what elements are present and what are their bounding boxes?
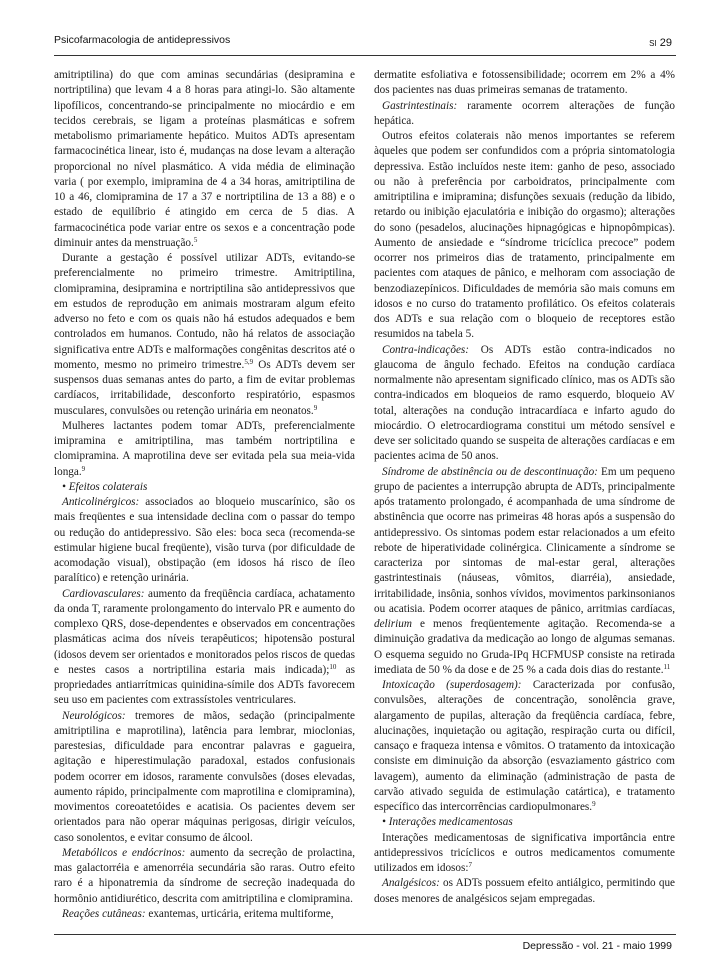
reference-superscript: 5,9 xyxy=(244,357,254,366)
body-paragraph xyxy=(374,68,675,99)
text-run: • Efeitos colaterais xyxy=(62,480,148,493)
header-rule xyxy=(54,55,676,56)
footer-citation: Depressão - vol. 21 - maio 1999 xyxy=(522,940,672,952)
reference-superscript: 5 xyxy=(193,235,198,244)
running-header-title: Psicofarmacologia de antidepressivos xyxy=(54,34,231,46)
body-paragraph xyxy=(374,99,675,130)
reference-superscript: 10 xyxy=(329,662,337,671)
italic-term: Intoxicação (superdosagem): xyxy=(382,679,522,691)
text-run: Os ADTs devem ser suspensos duas semanas antes do parto, a fim de evitar problemas cardíacos, irritabilidade, desconforto respiratório, espasmos musculares, convulsões ou retenção urinária em neonatos. xyxy=(54,358,355,417)
reference-superscript: 9 xyxy=(313,403,318,412)
body-paragraph xyxy=(374,343,675,465)
body-paragraph xyxy=(54,419,355,480)
text-run: as propriedades antiarrítmicas quinidina-símile dos ADTs favorecem seu uso em pacientes com extrassístoles ventriculares. xyxy=(54,663,355,707)
text-run: Em um pequeno grupo de pacientes a interrupção abrupta de ADTs, principalmente após tratamento prolongado, é acompanhada de uma síndrome de abstinência que ocorre nas primeiras 48 horas após a suspensão do antidepressivo. Os sintomas podem estar relacionados a um efeito rebote de hiperatividade colinérgica. Clinicamente a síndrome se caracteriza por sintomas de mal-estar geral, alterações gastrintestinais (náuseas, vômitos, diarréia), ansiedade, irritabilidade, insônia, sonhos vívidos, movimentos parkinsonianos ou acatisia. Podem ocorrer ataques de pânico, arritmias cardíacas, xyxy=(374,465,676,615)
text-run: os ADTs possuem efeito antiálgico, permitindo que doses menores de analgésicos sejam empregadas. xyxy=(374,877,675,905)
body-paragraph xyxy=(54,251,355,419)
body-paragraph xyxy=(374,678,675,815)
italic-term: Cardiovasculares: xyxy=(62,587,145,600)
page-prefix: SI xyxy=(649,39,657,48)
text-run: aumento da secreção de prolactina, mas galactorréia e amenorréia secundária são raras. Outro efeito raro é a hiponatremia da síndrome de secreção inadequada do hormônio antidiurético, descrita com amitriptilina e clomipramina. xyxy=(54,846,356,905)
text-run: • Interações medicamentosas xyxy=(382,816,513,829)
italic-term: Contra-indicações: xyxy=(382,343,469,356)
body-paragraph xyxy=(374,129,675,343)
body-paragraph xyxy=(374,831,675,877)
text-run: amitriptilina) do que com aminas secundárias (desipramina e nortriptilina) que levam 4 a 8 horas para atingi-lo. São altamente lipofílicos, concentrando-se principalmente no miocárdio e em tecidos cerebrais, se ligam a proteínas plasmáticas e sofrem metabolismo primariamente hepático. Muitos ADTs apresentam farmacocinética linear, isto é, mudanças na dose levam a alteração proporcional no nível plasmático. A vida média de eliminação varia ( por exemplo, imipramina de 4 a 34 horas, amitriptilina de 10 a 46, clomipramina de 17 a 37 e nortriptilina de 13 a 88) e o estado de equilíbrio é atingido em cerca de 5 dias. A farmacocinética pode variar entre os sexos e a concentração pode diminuir antes da menstruação. xyxy=(54,69,355,249)
text-run: dermatite esfoliativa e fotossensibilidade; ocorrem em 2% a 4% dos pacientes nas duas primeiras semanas de tratamento. xyxy=(374,69,675,97)
running-header-page xyxy=(649,37,672,49)
italic-term: Neurológicos: xyxy=(62,709,126,722)
section-heading xyxy=(54,480,355,495)
text-run: associados ao bloqueio muscarínico, são os mais freqüentes e sua intensidade declina com o passar do tempo ou redução do antidepressivo. São eles: boca seca (recomenda-se estimular higiene bucal freqüente), visão turva (por dificuldade de acomodação visual), obstipação (em idosos há risco de íleo paralítico) e retenção urinária. xyxy=(54,496,355,585)
text-run: Durante a gestação é possível utilizar ADTs, evitando-se preferencialmente no primeiro trimestre. Amitriptilina, clomipramina, desipramina e nortriptilina são antidepressivos que em estudos de reprodução em animais mostraram algum efeito adverso no feto e com os quais não há estudos adequados e bem controlados em humanos. Contudo, não há relatos de associação significativa entre ADTs e malformações congênitas descritos até o momento, mesmo no primeiro trimestre. xyxy=(54,252,355,371)
text-run: Interações medicamentosas de significativa importância entre antidepressivos tricíclicos e outros medicamentos comumente utilizados em idosos: xyxy=(374,831,675,874)
text-run: Mulheres lactantes podem tomar ADTs, preferencialmente imipramina e amitriptilina, mas também nortriptilina e clomipramina. A maprotilina deve ser evitada pela sua meia-vida longa. xyxy=(54,419,355,478)
text-run: Outros efeitos colaterais não menos importantes se referem àqueles que podem ser confundidos com a própria sintomatologia depressiva. Estão incluídos neste item: ganho de peso, associado ou não à preferência por carboidratos, principalmente com amitriptilina e imipramina; disfunções sexuais (redução da libido, retardo ou inibição ejaculatória e inibição do orgasmo); alterações do sono (pesadelos, alucinações hipnagógicas e hipnopômpicas). Aumento de ansiedade e “síndrome tricíclica precoce” podem ocorrer nos primeiros dias de tratamento, principalmente em pacientes com ataques de pânico, e melhoram com associação de benzodiazepínicos. Dificuldades de memória são mais comuns em idosos e no curso do tratamento profilático. Os efeitos colaterais dos ADTs e sua relação com o bloqueio de receptores estão resumidos na tabela 5. xyxy=(374,130,675,341)
reference-superscript: 9 xyxy=(592,800,596,808)
italic-term: Gastrintestinais: xyxy=(382,99,458,112)
italic-term: Reações cutâneas: xyxy=(62,907,146,920)
body-paragraph xyxy=(374,465,675,679)
page-number: 29 xyxy=(659,37,672,49)
italic-term: delirium xyxy=(374,618,412,630)
reference-superscript: 9 xyxy=(81,464,86,473)
text-run: raramente ocorrem alterações de função hepática. xyxy=(374,99,675,127)
body-paragraph xyxy=(374,876,675,907)
footer-rule xyxy=(54,934,676,935)
body-paragraph xyxy=(54,587,355,709)
body-paragraph xyxy=(54,495,355,587)
reference-superscript: 7 xyxy=(468,861,472,869)
body-paragraph xyxy=(54,846,355,907)
section-heading xyxy=(374,815,675,830)
left-column xyxy=(54,68,355,922)
text-run: exantemas, urticária, eritema multiforme, xyxy=(145,907,334,920)
right-column xyxy=(374,68,675,907)
text-run: tremores de mãos, sedação (principalmente amitriptilina e maprotilina), latência para lembrar, mioclonias, parestesias, dificuldade para encontrar palavras e gagueira, agitação e hiperestimulação paradoxal, estados confusionais podem ocorrer em idosos, raramente convulsões (doses elevadas, aumento rápido, principalmente com maprotilina e clomipramina), movimentos coreoatetóides e acatisia. Os pacientes devem ser orientados para não operar máquinas perigosas, dirigir veículos, caso sonolentos, e evitar consumo de álcool. xyxy=(54,709,355,844)
italic-term: Anticolinérgicos: xyxy=(62,496,140,508)
text-run: aumento da freqüência cardíaca, achatamento da onda T, raramente prolongamento do intervalo PR e aumento do complexo QRS, dose-dependentes e observados em concentrações plasmáticas acima dos níveis terapêuticos; hipotensão postural (idosos devem ser orientados e monitorados pelos riscos de quedas e nestes casos a nortriptilina estaria mais indicada); xyxy=(54,587,355,676)
italic-term: Analgésicos: xyxy=(382,877,440,890)
text-run: e menos freqüentemente agitação. Recomenda-se a diminuição gradativa da medicação ao longo de algumas semanas. O esquema seguido no Gruda-IPq HCFMUSP consiste na retirada imediata de 50 % da dose e de 25 % a cada dois dias do restante. xyxy=(374,618,675,676)
body-paragraph xyxy=(54,907,355,922)
reference-superscript: 11 xyxy=(663,662,671,671)
italic-term: Síndrome de abstinência ou de descontinuação: xyxy=(382,465,598,478)
body-paragraph xyxy=(54,68,355,251)
italic-term: Metabólicos e endócrinos: xyxy=(62,846,186,859)
body-paragraph xyxy=(54,709,355,846)
text-run: Caracterizada por confusão, convulsões, alterações de concentração, sonolência grave, alargamento de pupilas, alteração da freqüência cardíaca, febre, alucinações, inquietação ou agitação, respiração curta ou difícil, cansaço e fraqueza intensa e vômitos. O tratamento da intoxicação consiste em diminuição da absorção (esvaziamento gástrico com lavagem), aumento da eliminação (administração de pasta de carvão ativado seguida de estimulação catártica), e tratamento específico das intercorrências cardiopulmonares. xyxy=(374,679,676,813)
text-run: Os ADTs estão contra-indicados no glaucoma de ângulo fechado. Efeitos na condução cardíaca normalmente não apresentam significado clínico, mas os ADTs são contra-indicados em bloqueios de ramo esquerdo, bloqueio AV total, alterações na condução intracardíaca e infarto agudo do miocárdio. O eletrocardiograma constitui um método sensível e deve ser solicitado quando se suspeita de alterações cardíacas e em pacientes acima de 50 anos. xyxy=(374,343,675,463)
